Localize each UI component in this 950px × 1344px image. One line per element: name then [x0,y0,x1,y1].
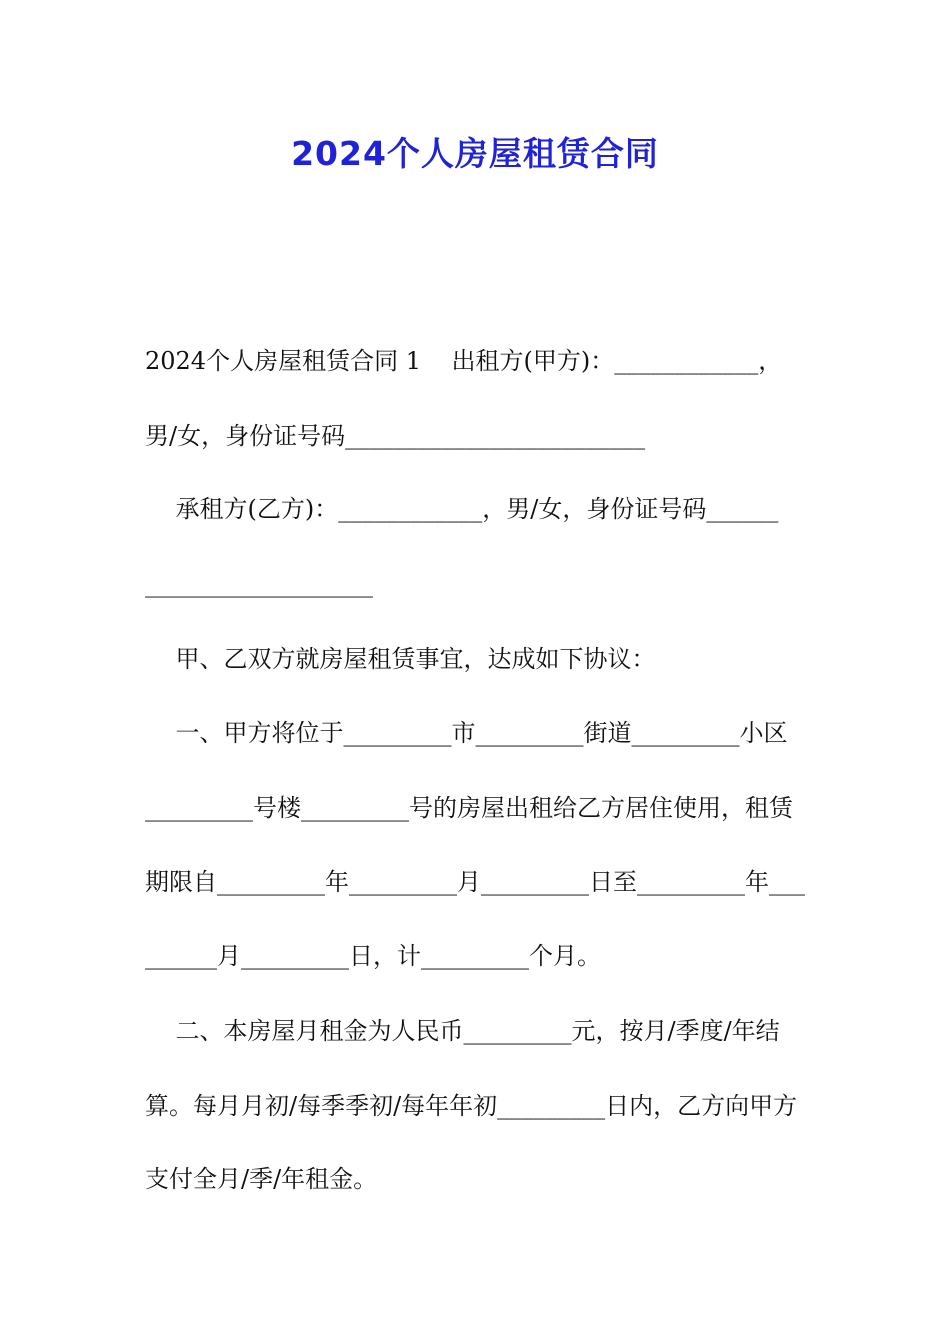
body-line: 算。每月月初/每季季初/每年年初_________日内，乙方向甲方 [145,1092,798,1120]
body-line: 2024个人房屋租赁合同 1 出租方(甲方)：____________， [145,347,783,375]
body-line: 甲、乙双方就房屋租赁事宜，达成如下协议： [145,645,656,673]
body-line: _________号楼_________号的房屋出租给乙方居住使用，租赁 [145,794,793,822]
body-line: 二、本房屋月租金为人民币_________元，按月/季度/年结 [145,1017,780,1045]
body-line: 一、甲方将位于_________市_________街道_________小区 [145,719,788,747]
body-line: 承租方(乙方)：____________，男/女，身份证号码______ [145,495,779,523]
body-line: 期限自_________年_________月_________日至_________年___ [145,868,805,896]
body-line: ___________________ [145,570,373,598]
body-line: 男/女，身份证号码_________________________ [145,422,646,450]
body-line: 支付全月/季/年租金。 [145,1165,378,1193]
body-line: ______月_________日，计_________个月。 [145,942,601,970]
document-title: 2024个人房屋租赁合同 [291,134,659,173]
